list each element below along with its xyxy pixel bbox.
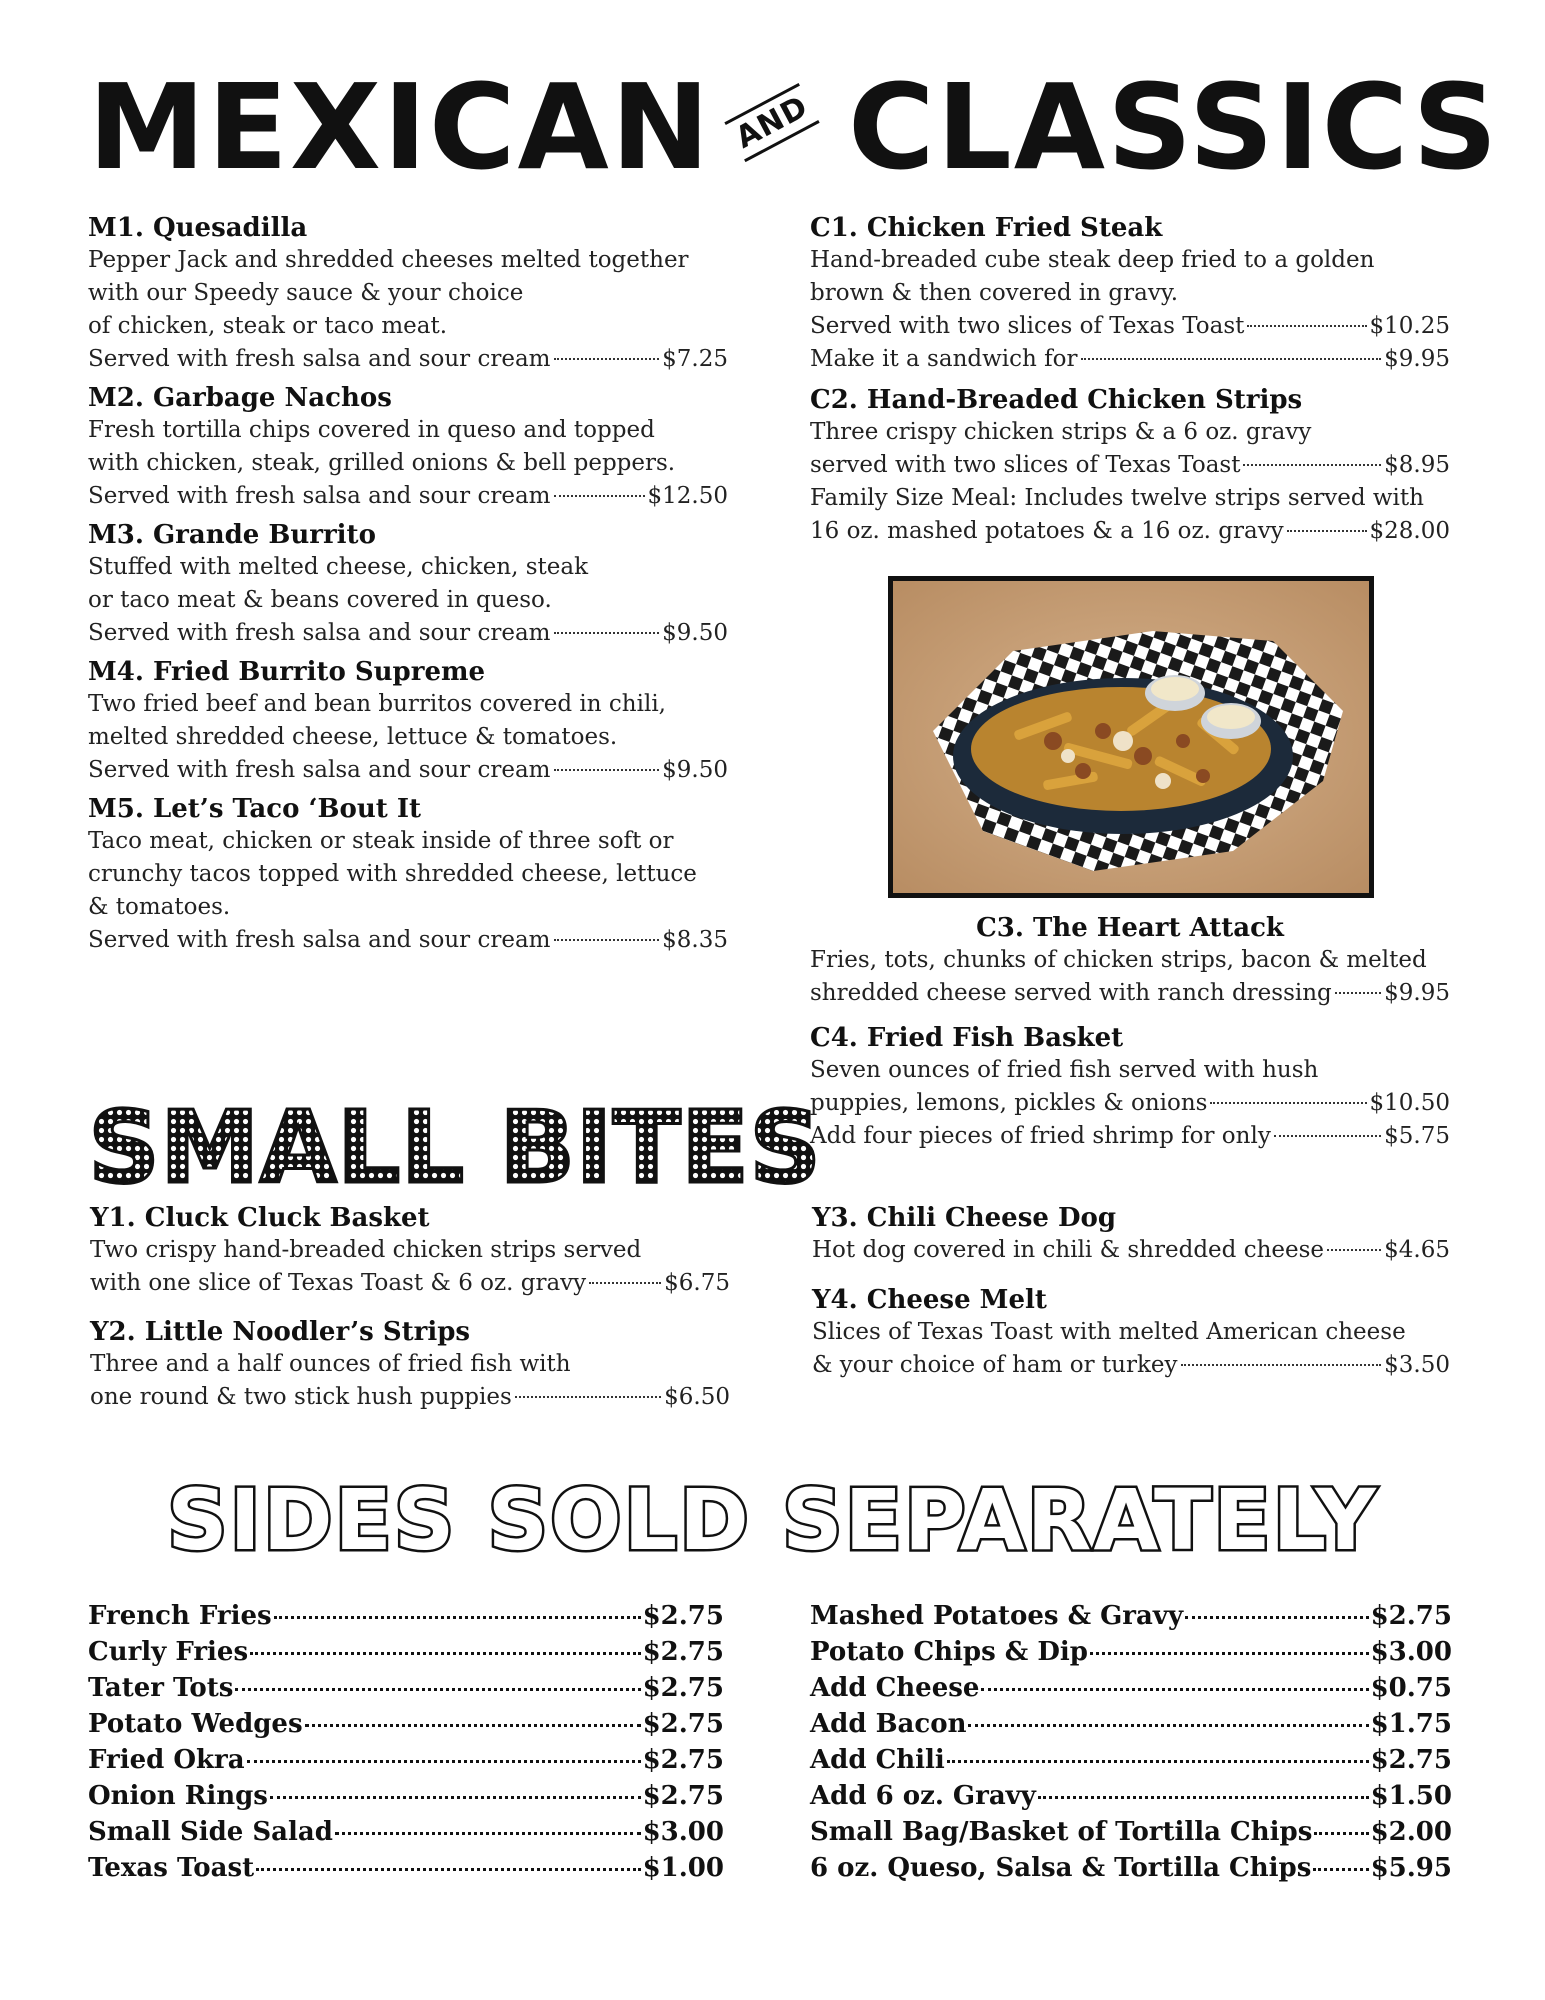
side-item — [88, 1850, 724, 1886]
side-item — [88, 1742, 724, 1778]
item-desc-line: with chicken, steak, grilled onions & bell peppers. — [88, 450, 676, 476]
item-desc-line: Seven ounces of fried fish served with hush — [810, 1057, 1319, 1083]
price-row — [810, 1087, 1450, 1120]
item-desc-line: melted shredded cheese, lettuce & tomatoes. — [88, 724, 618, 750]
side-item — [88, 1778, 724, 1814]
small-bites-heading-art — [88, 1089, 822, 1206]
menu-item-y4 — [812, 1284, 1450, 1382]
side-item — [88, 1670, 724, 1706]
item-desc-line: Three crispy chicken strips & a 6 oz. gravy — [810, 419, 1312, 445]
price: $3.50 — [1384, 1352, 1450, 1378]
sides-list-left — [88, 1598, 724, 1886]
side-item — [810, 1598, 1452, 1634]
item-title: M2. Garbage Nachos — [88, 383, 392, 413]
side-name: Add Cheese — [810, 1673, 980, 1703]
side-item — [88, 1634, 724, 1670]
price-row — [812, 1349, 1450, 1382]
leader-dots — [270, 1796, 641, 1799]
price-row — [810, 1120, 1450, 1153]
leader-dots — [981, 1688, 1368, 1691]
side-item — [810, 1742, 1452, 1778]
side-item — [810, 1778, 1452, 1814]
side-price: $3.00 — [1370, 1637, 1452, 1667]
price-label: puppies, lemons, pickles & onions — [810, 1090, 1208, 1116]
item-title: M4. Fried Burrito Supreme — [88, 657, 486, 687]
leader-dots — [1210, 1102, 1366, 1104]
item-desc-line: Hand-breaded cube steak deep fried to a golden — [810, 247, 1375, 273]
side-price: $2.75 — [1370, 1601, 1452, 1631]
leader-dots — [1038, 1796, 1369, 1799]
item-title: M5. Let’s Taco ‘Bout It — [88, 794, 421, 824]
price-row — [88, 754, 728, 787]
price-label: one round & two stick hush puppies — [90, 1384, 512, 1410]
heart-attack-photo — [888, 576, 1374, 898]
leader-dots — [305, 1724, 641, 1727]
leader-dots — [1081, 358, 1382, 360]
side-item — [88, 1598, 724, 1634]
side-name: Add Chili — [810, 1745, 945, 1775]
item-desc-line: with our Speedy sauce & your choice — [88, 280, 524, 306]
leader-dots — [1313, 1868, 1368, 1871]
price-label: Make it a sandwich for — [810, 346, 1078, 372]
menu-item-c3 — [810, 912, 1450, 1010]
side-item — [810, 1814, 1452, 1850]
classics-section — [810, 212, 1450, 548]
item-desc-line: Family Size Meal: Includes twelve strips served with — [810, 485, 1424, 511]
item-desc-line: Fresh tortilla chips covered in queso and topped — [88, 417, 655, 443]
item-title: C2. Hand-Breaded Chicken Strips — [810, 385, 1303, 415]
price-label: Served with fresh salsa and sour cream — [88, 757, 551, 783]
leader-dots — [554, 939, 660, 941]
item-title: Y1. Cluck Cluck Basket — [90, 1203, 430, 1233]
item-desc-line: Two fried beef and bean burritos covered in chili, — [88, 691, 666, 717]
leader-dots — [947, 1760, 1369, 1763]
menu-item-m1 — [88, 212, 728, 376]
item-desc-line: crunchy tacos topped with shredded cheese, lettuce — [88, 861, 697, 887]
and-mark: AND — [730, 100, 814, 145]
price: $6.50 — [664, 1384, 730, 1410]
item-title: M3. Grande Burrito — [88, 520, 376, 550]
side-item — [810, 1706, 1452, 1742]
leader-dots — [554, 769, 660, 771]
side-price: $2.75 — [1370, 1745, 1452, 1775]
side-name: Tater Tots — [88, 1673, 234, 1703]
price-label: served with two slices of Texas Toast — [810, 452, 1241, 478]
price: $6.75 — [664, 1270, 730, 1296]
leader-dots — [1274, 1135, 1381, 1137]
side-price: $1.00 — [642, 1853, 724, 1883]
side-price: $2.75 — [642, 1637, 724, 1667]
item-title: C4. Fried Fish Basket — [810, 1023, 1124, 1053]
leader-dots — [1090, 1652, 1369, 1655]
price-row — [810, 343, 1450, 376]
price-row — [90, 1381, 730, 1414]
side-name: 6 oz. Queso, Salsa & Tortilla Chips — [810, 1853, 1312, 1883]
side-price: $3.00 — [642, 1817, 724, 1847]
price-label: Served with fresh salsa and sour cream — [88, 620, 551, 646]
item-desc-line: Stuffed with melted cheese, chicken, steak — [88, 554, 589, 580]
side-price: $0.75 — [1370, 1673, 1452, 1703]
side-price: $1.50 — [1370, 1781, 1452, 1811]
item-desc-line: & tomatoes. — [88, 894, 231, 920]
price: $8.95 — [1384, 452, 1450, 478]
side-price: $2.75 — [642, 1709, 724, 1739]
leader-dots — [1247, 325, 1366, 327]
menu-item-y1 — [90, 1202, 730, 1300]
leader-dots — [274, 1616, 641, 1619]
item-desc-line: Slices of Texas Toast with melted American cheese — [812, 1319, 1406, 1345]
side-name: Add 6 oz. Gravy — [810, 1781, 1036, 1811]
price-label: Add four pieces of fried shrimp for only — [810, 1123, 1271, 1149]
leader-dots — [515, 1396, 661, 1398]
item-desc-line: Two crispy hand-breaded chicken strips served — [90, 1237, 642, 1263]
item-desc-line: of chicken, steak or taco meat. — [88, 313, 448, 339]
side-item — [810, 1850, 1452, 1886]
price-row — [810, 977, 1450, 1010]
price: $9.95 — [1384, 346, 1450, 372]
price-row — [88, 924, 728, 957]
price: $4.65 — [1384, 1237, 1450, 1263]
leader-dots — [335, 1832, 641, 1835]
item-desc-line: brown & then covered in gravy. — [810, 280, 1179, 306]
item-title: Y3. Chili Cheese Dog — [812, 1203, 1117, 1233]
price-label: Hot dog covered in chili & shredded cheese — [812, 1237, 1325, 1263]
menu-item-y2 — [90, 1316, 730, 1414]
side-price: $2.75 — [642, 1781, 724, 1811]
leader-dots — [1335, 992, 1381, 994]
side-name: Small Side Salad — [88, 1817, 333, 1847]
item-title: Y2. Little Noodler’s Strips — [90, 1317, 471, 1347]
side-price: $2.75 — [642, 1601, 724, 1631]
leader-dots — [1185, 1616, 1369, 1619]
price-row — [812, 1234, 1450, 1267]
price: $10.50 — [1369, 1090, 1450, 1116]
side-item — [810, 1634, 1452, 1670]
leader-dots — [256, 1868, 640, 1871]
leader-dots — [589, 1282, 661, 1284]
side-name: Texas Toast — [88, 1853, 255, 1883]
menu-item-m5 — [88, 793, 728, 957]
price-label: Served with fresh salsa and sour cream — [88, 483, 551, 509]
side-item — [810, 1670, 1452, 1706]
side-price: $5.95 — [1370, 1853, 1452, 1883]
side-name: Potato Chips & Dip — [810, 1637, 1088, 1667]
item-title: Y4. Cheese Melt — [812, 1285, 1047, 1315]
price: $5.75 — [1384, 1123, 1450, 1149]
price-label: shredded cheese served with ranch dressing — [810, 980, 1332, 1006]
leader-dots — [1287, 530, 1367, 532]
price: $9.50 — [662, 757, 728, 783]
side-price: $1.75 — [1370, 1709, 1452, 1739]
item-desc-line: Fries, tots, chunks of chicken strips, bacon & melted — [810, 947, 1427, 973]
leader-dots — [554, 358, 660, 360]
side-price: $2.00 — [1370, 1817, 1452, 1847]
leader-dots — [250, 1652, 640, 1655]
price: $28.00 — [1369, 518, 1450, 544]
mexican-section — [88, 212, 728, 957]
price: $9.95 — [1384, 980, 1450, 1006]
price-label: & your choice of ham or turkey — [812, 1352, 1178, 1378]
menu-item-c2 — [810, 384, 1450, 548]
leader-dots — [1327, 1249, 1381, 1251]
leader-dots — [1181, 1364, 1382, 1366]
side-name: Fried Okra — [88, 1745, 245, 1775]
side-item — [88, 1706, 724, 1742]
side-name: Mashed Potatoes & Gravy — [810, 1601, 1184, 1631]
menu-item-m4 — [88, 656, 728, 787]
price-row — [88, 617, 728, 650]
leader-dots — [1243, 464, 1381, 466]
side-name: Curly Fries — [88, 1637, 249, 1667]
item-desc-line: or taco meat & beans covered in queso. — [88, 587, 552, 613]
price: $9.50 — [662, 620, 728, 646]
menu-item-m3 — [88, 519, 728, 650]
menu-item-c4 — [810, 1022, 1450, 1153]
side-price: $2.75 — [642, 1673, 724, 1703]
side-item — [88, 1814, 724, 1850]
price-row — [88, 343, 728, 376]
item-title: C3. The Heart Attack — [976, 913, 1284, 943]
menu-item-m2 — [88, 382, 728, 513]
leader-dots — [247, 1760, 641, 1763]
leader-dots — [235, 1688, 640, 1691]
item-desc-line: Pepper Jack and shredded cheeses melted together — [88, 247, 689, 273]
leader-dots — [968, 1724, 1368, 1727]
leader-dots — [554, 495, 645, 497]
item-desc-line: Three and a half ounces of fried fish with — [90, 1351, 571, 1377]
side-name: Potato Wedges — [88, 1709, 303, 1739]
price-label: Served with two slices of Texas Toast — [810, 313, 1245, 339]
food-basket-illustration — [893, 581, 1369, 893]
price-row — [810, 515, 1450, 548]
price-label: with one slice of Texas Toast & 6 oz. gravy — [90, 1270, 587, 1296]
small-bites-heading-text: SMALL BITES — [88, 1089, 822, 1206]
price: $8.35 — [662, 927, 728, 953]
title-mexican: MEXICAN — [88, 58, 712, 196]
small-bites-title — [88, 1089, 822, 1206]
leader-dots — [1314, 1832, 1368, 1835]
item-title: M1. Quesadilla — [88, 213, 308, 243]
side-name: Add Bacon — [810, 1709, 967, 1739]
side-name: Onion Rings — [88, 1781, 268, 1811]
side-name: French Fries — [88, 1601, 272, 1631]
item-title: C1. Chicken Fried Steak — [810, 213, 1163, 243]
price-row — [90, 1267, 730, 1300]
side-name: Small Bag/Basket of Tortilla Chips — [810, 1817, 1313, 1847]
menu-item-y3 — [812, 1202, 1450, 1267]
price: $12.50 — [647, 483, 728, 509]
price: $10.25 — [1369, 313, 1450, 339]
price-label: Served with fresh salsa and sour cream — [88, 927, 551, 953]
side-price: $2.75 — [642, 1745, 724, 1775]
price-row — [810, 449, 1450, 482]
price-label: 16 oz. mashed potatoes & a 16 oz. gravy — [810, 518, 1284, 544]
leader-dots — [554, 632, 660, 634]
title-classics: CLASSICS — [848, 58, 1500, 196]
sides-title: SIDES SOLD SEPARATELY — [167, 1471, 1378, 1569]
sides-list-right — [810, 1598, 1452, 1886]
menu-item-c1 — [810, 212, 1450, 376]
price-row — [88, 480, 728, 513]
item-desc-line: Taco meat, chicken or steak inside of three soft or — [88, 828, 674, 854]
price-label: Served with fresh salsa and sour cream — [88, 346, 551, 372]
sides-title-wrap — [0, 1471, 1545, 1569]
price: $7.25 — [662, 346, 728, 372]
price-row — [810, 310, 1450, 343]
